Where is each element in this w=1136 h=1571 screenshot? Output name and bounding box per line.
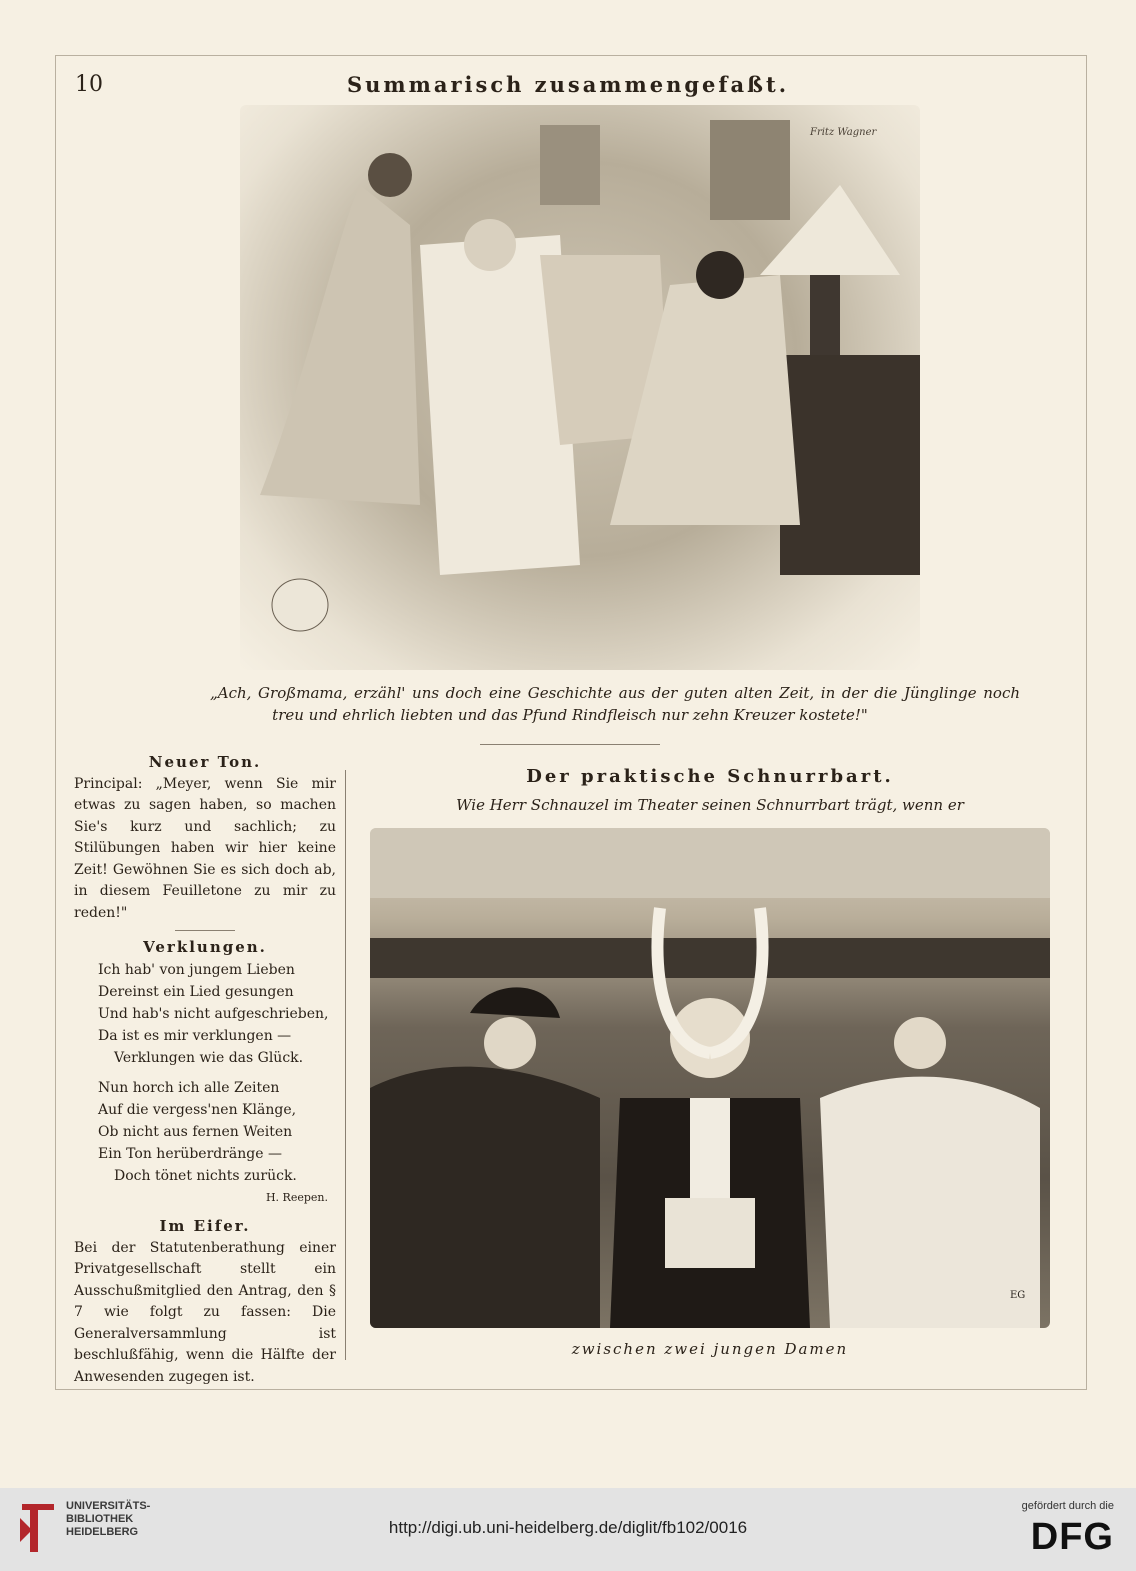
schnurrbart-title: Der praktische Schnurrbart. (526, 766, 894, 787)
footer-bar (0, 1488, 1136, 1571)
page-header: Summarisch zusammengefaßt. (346, 72, 790, 97)
standing-girl (260, 185, 420, 505)
caption-line-1: „Ach, Großmama, erzähl' uns doch eine Geschichte aus der guten alten Zeit, in der die Jünglinge noch (210, 684, 1020, 702)
lady-left-dress (370, 1067, 600, 1328)
side-table (780, 355, 920, 575)
standing-girl-head (368, 153, 412, 197)
wall-picture (540, 125, 600, 205)
poem-author: H. Reepen. (265, 1190, 328, 1204)
program-booklet (665, 1198, 755, 1268)
lady-right-dress (820, 1077, 1040, 1328)
artist-monogram: EG (1010, 1290, 1026, 1301)
library-name-line: HEIDELBERG (66, 1526, 139, 1538)
section-divider (480, 744, 660, 745)
audience-back-rows (370, 938, 1050, 978)
theater-illustration (370, 828, 1050, 1328)
page-number: 10 (75, 72, 103, 97)
grandmother-scene-drawing (240, 105, 920, 670)
grandmother-illustration (240, 105, 920, 670)
poem-line: Und hab's nicht aufgeschrieben, (98, 1005, 329, 1022)
lady-right-face (894, 1017, 946, 1069)
caption-line-2: treu und ehrlich liebten und das Pfund Rindfleisch nur zehn Kreuzer kostete!" (272, 706, 868, 724)
theater-scene-drawing (370, 828, 1050, 1328)
lamp-base (810, 275, 840, 355)
verklungen-stanza-2 (74, 1077, 336, 1187)
verklungen-title: Verklungen. (143, 938, 267, 956)
neuer-ton-text: Principal: „Meyer, wenn Sie mir etwas zu sagen haben, so machen Sie's kurz und sachlich; zu Stilübungen haben wir hier keine Zeit! Gewöhnen Sie es sich doch ab, in diesem Feuilletone zu mir zu reden!" (74, 775, 336, 921)
small-dog (272, 579, 328, 631)
divider (175, 930, 235, 931)
verklungen-stanza-1 (74, 959, 336, 1069)
im-eifer-text: Bei der Statutenberathung einer Privatgesellschaft stellt ein Ausschußmitglied den Antrag, den § 7 wie folgt zu fassen: Die Generalversammlung ist beschlußfähig, wenn die Hälfte der Anwesenden zugegen ist. (74, 1239, 336, 1385)
grandmother-head (464, 219, 516, 271)
poem-line: Ob nicht aus fernen Weiten (98, 1123, 293, 1140)
schnurrbart-subtitle: Wie Herr Schnauzel im Theater seinen Schnurrbart trägt, wenn er (456, 796, 964, 814)
permalink-url[interactable]: http://digi.ub.uni-heidelberg.de/diglit/fb102/0016 (388, 1518, 748, 1537)
column-rule (345, 770, 346, 1360)
wall-portrait (710, 120, 790, 220)
library-name-line: UNIVERSITÄTS- (66, 1500, 151, 1512)
poem-line: Ich hab' von jungem Lieben (98, 961, 295, 978)
dfg-logo: DFG (1030, 1516, 1114, 1558)
funded-by-label: gefördert durch die (1021, 1500, 1114, 1512)
poem-line: Da ist es mir verklungen — (98, 1027, 292, 1044)
neuer-ton-title: Neuer Ton. (148, 753, 262, 771)
library-name-line: BIBLIOTHEK (66, 1513, 134, 1525)
schnurrbart-caption: zwischen zwei jungen Damen (571, 1340, 849, 1358)
poem-line: Verklungen wie das Glück. (114, 1049, 304, 1066)
poem-line: Doch tönet nichts zurück. (114, 1167, 297, 1184)
artist-signature: Fritz Wagner (810, 127, 877, 138)
left-column (74, 752, 336, 1388)
poem-line: Dereinst ein Lied gesungen (98, 983, 294, 1000)
sitting-girl-head (696, 251, 744, 299)
lady-left-hat (470, 987, 560, 1018)
lady-left-face (484, 1017, 536, 1069)
poem-line: Ein Ton herüberdränge — (98, 1145, 282, 1162)
poem-line: Nun horch ich alle Zeiten (98, 1079, 280, 1096)
theater-balcony (370, 828, 1050, 898)
im-eifer-title: Im Eifer. (159, 1217, 251, 1235)
illustration1-caption (120, 682, 1020, 726)
poem-line: Auf die vergess'nen Klänge, (98, 1101, 297, 1118)
